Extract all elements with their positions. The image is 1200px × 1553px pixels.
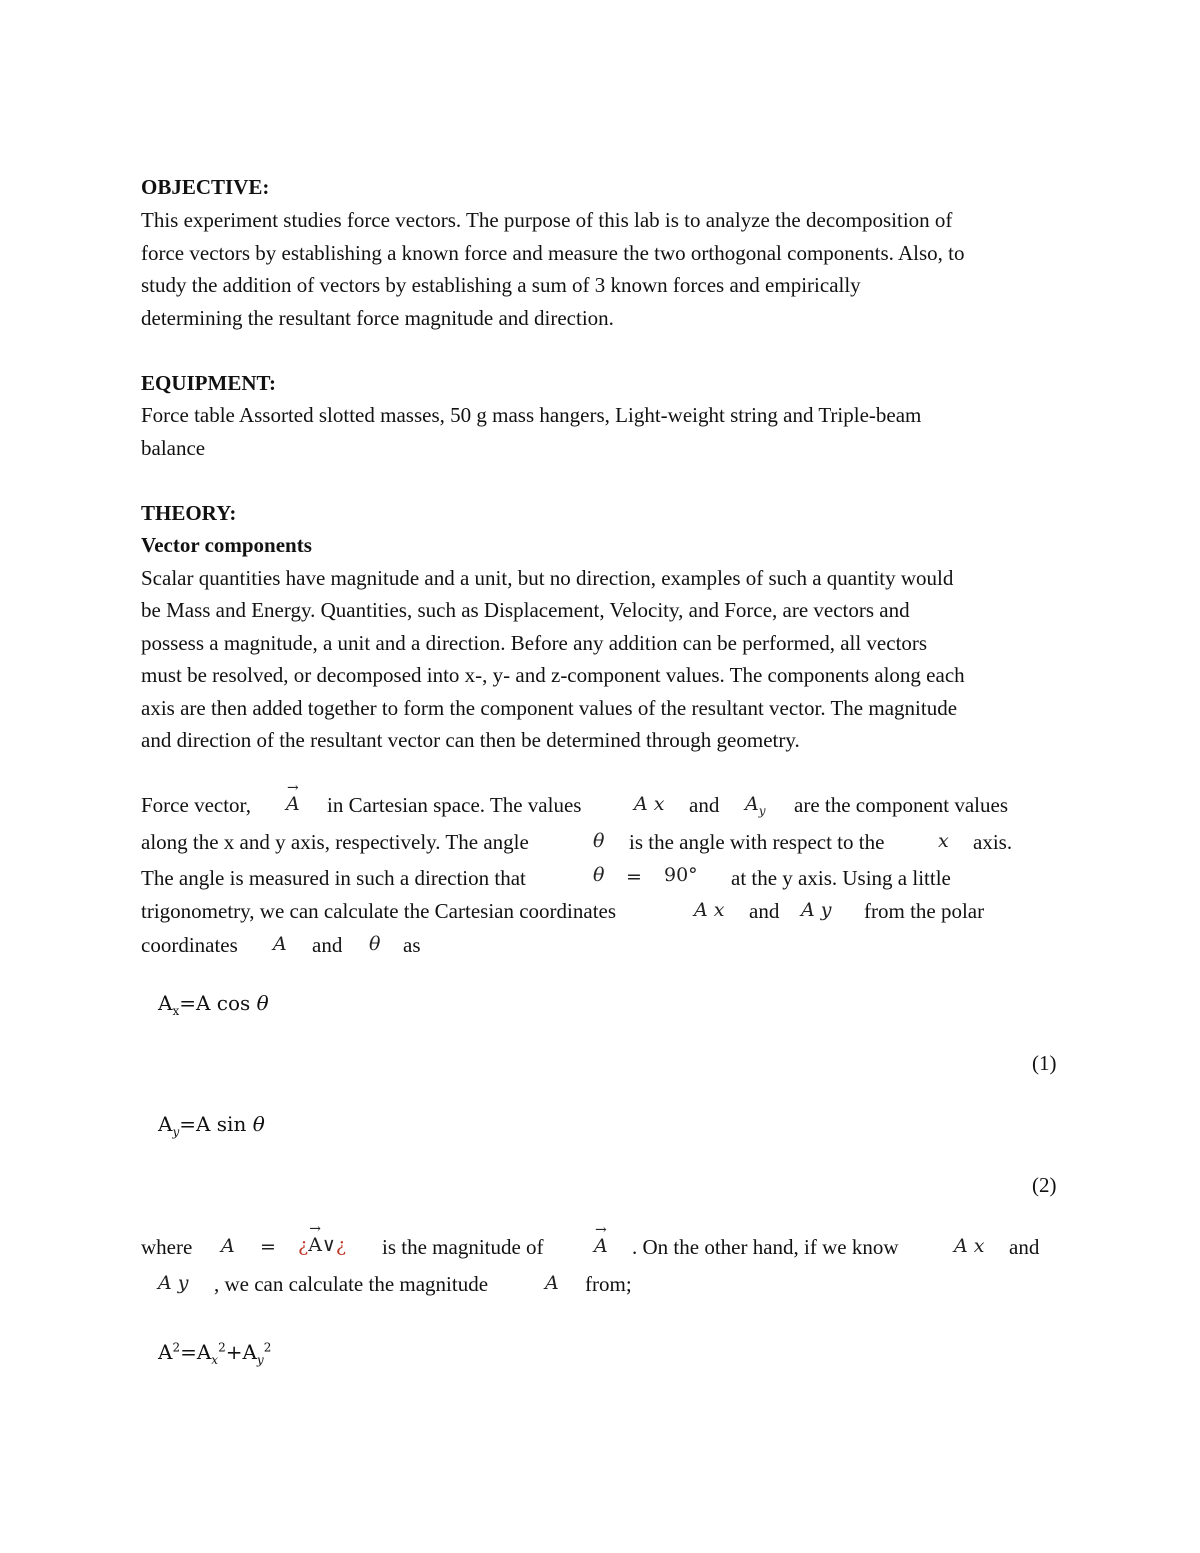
theory-heading: THEORY: [141, 501, 237, 525]
math-equals: = [260, 1236, 276, 1258]
theory-line: possess a magnitude, a unit and a direction. Before any addition can be performed, all vectors [141, 631, 928, 655]
equation-number-2: (2) [1032, 1173, 1057, 1197]
math-equals: = [626, 866, 642, 888]
equipment-heading: EQUIPMENT: [141, 371, 276, 395]
force-text: in Cartesian space. The values [327, 793, 582, 817]
equation-3: $A^2=A_x^2+A_y^2$ [158, 1340, 272, 1367]
force-text: as [403, 933, 421, 957]
vector-A: → A [286, 780, 300, 815]
force-text: axis. [973, 830, 1013, 854]
equation-number-1: (1) [1032, 1051, 1057, 1075]
math-theta: θ [369, 933, 381, 955]
math-Ax: A x [694, 899, 725, 921]
force-text: and [312, 933, 343, 957]
force-text: and [689, 793, 720, 817]
equation-1: $A_x=A$ cos θ [158, 991, 269, 1018]
equipment-line: Force table Assorted slotted masses, 50 g mass hangers, Light-weight string and Triple-beam [141, 403, 922, 427]
math-A: A [221, 1235, 235, 1257]
objective-line: study the addition of vectors by establishing a sum of 3 known forces and empirically [141, 273, 861, 297]
math-Ax: A x [954, 1235, 985, 1257]
where-text: , we can calculate the magnitude [214, 1272, 489, 1296]
vector-A: → A [594, 1222, 608, 1257]
force-text: along the x and y axis, respectively. The angle [141, 830, 529, 854]
math-A: A [545, 1272, 559, 1294]
force-text: are the component values [794, 793, 1008, 817]
objective-line: determining the resultant force magnitude and direction. [141, 306, 614, 330]
theory-line: be Mass and Energy. Quantities, such as Displacement, Velocity, and Force, are vectors and [141, 598, 910, 622]
math-x: x [938, 830, 949, 852]
objective-heading: OBJECTIVE: [141, 175, 270, 199]
objective-line: force vectors by establishing a known force and measure the two orthogonal components. Also, to [141, 241, 965, 265]
theory-subheading: Vector components [141, 533, 312, 557]
math-A: A [273, 933, 287, 955]
theory-line: and direction of the resultant vector can then be determined through geometry. [141, 728, 800, 752]
where-text: where [141, 1235, 193, 1259]
math-Ax: A x [634, 793, 665, 815]
force-text: and [749, 899, 780, 923]
force-text: The angle is measured in such a direction that [141, 866, 526, 890]
math-ninety-degrees: 90° [664, 864, 698, 886]
math-theta: θ [593, 864, 605, 886]
force-text: from the polar [864, 899, 985, 923]
equipment-line: balance [141, 436, 206, 460]
theory-line: Scalar quantities have magnitude and a unit, but no direction, examples of such a quantity would [141, 566, 954, 590]
objective-line: This experiment studies force vectors. The purpose of this lab is to analyze the decomposition of [141, 208, 953, 232]
force-text: Force vector, [141, 793, 251, 817]
force-text: coordinates [141, 933, 238, 957]
where-text: from; [585, 1272, 632, 1296]
where-text: . On the other hand, if we know [632, 1235, 899, 1259]
theory-line: axis are then added together to form the component values of the resultant vector. The magnitude [141, 696, 958, 720]
magnitude-expression: ¿ → A∨¿ [298, 1221, 347, 1256]
where-text: and [1009, 1235, 1040, 1259]
theory-line: must be resolved, or decomposed into x-, y- and z-component values. The components along each [141, 663, 965, 687]
where-text: is the magnitude of [382, 1235, 544, 1259]
math-theta: θ [593, 830, 605, 852]
math-Ay: $A_y$ [745, 793, 766, 818]
force-text: trigonometry, we can calculate the Cartesian coordinates [141, 899, 617, 923]
force-text: is the angle with respect to the [629, 830, 885, 854]
equation-2: $A_y=A$ sin θ [158, 1112, 265, 1139]
force-text: at the y axis. Using a little [731, 866, 951, 890]
math-Ay: A y [801, 899, 832, 921]
math-Ay: A y [158, 1272, 189, 1294]
